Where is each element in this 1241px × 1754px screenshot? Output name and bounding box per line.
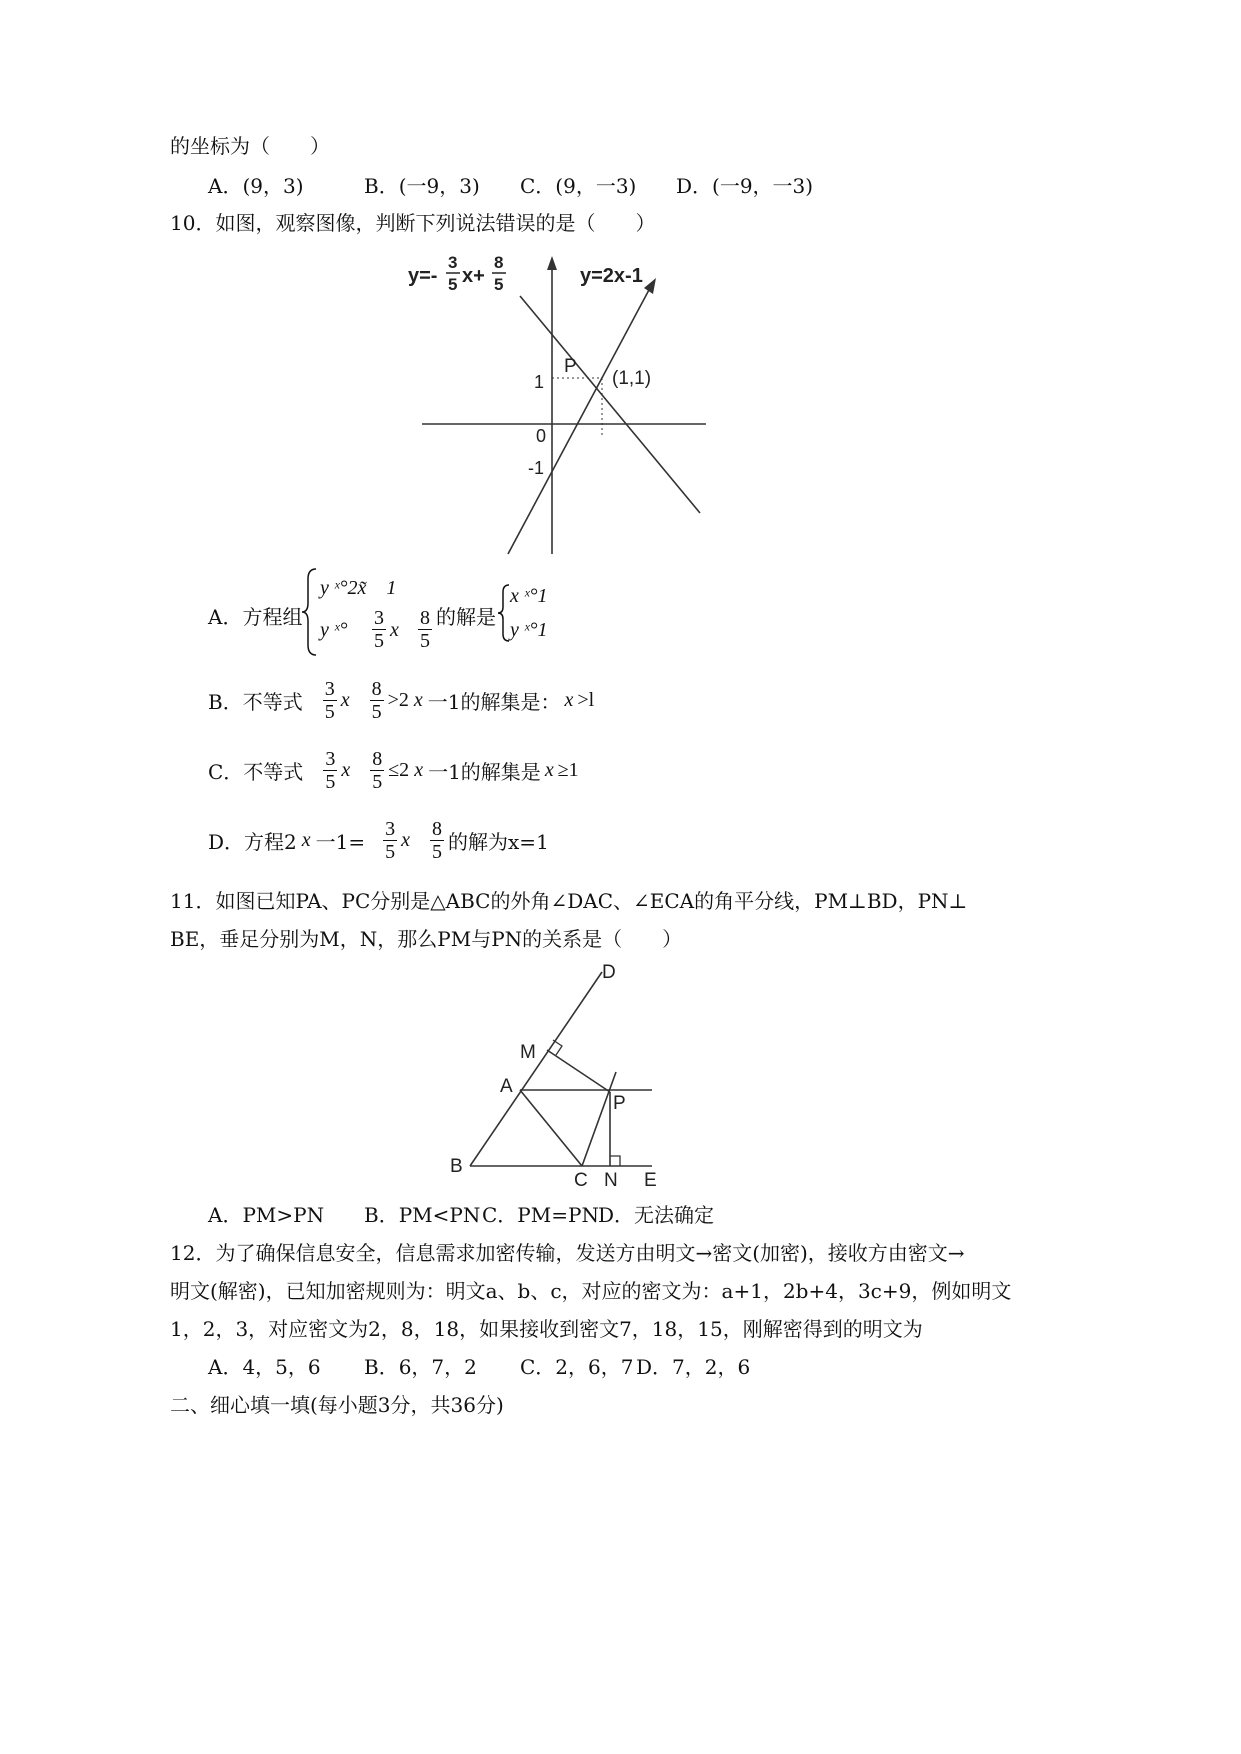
segment-cp — [582, 1072, 616, 1166]
q10-option-a-prefix: A．方程组 — [208, 605, 303, 629]
segment-ac — [520, 1090, 582, 1166]
section-2-title: 二、细心填一填(每小题3分，共36分) — [170, 1393, 504, 1417]
line-2 — [508, 288, 650, 554]
y-axis-arrow — [547, 256, 557, 270]
q10-option-b-tail-3: >l — [577, 689, 595, 711]
q10-option-d — [208, 818, 549, 863]
q10-option-c-tail-2: 一1的解集是 — [428, 760, 541, 784]
q10-option-c-x: x — [341, 759, 351, 781]
q10-option-c-x3: x — [544, 759, 554, 781]
tick-1-label: 1 — [534, 372, 545, 392]
q10-option-d-prefix: D．方程2 — [208, 830, 297, 854]
segment-mp — [547, 1050, 610, 1092]
q10-option-a-row2-lhs: y ˣ° — [320, 619, 348, 641]
origin-label: 0 — [536, 426, 547, 446]
label-e: E — [644, 1170, 657, 1191]
q11-option-c: C．PM=PN — [482, 1203, 599, 1227]
q11-stem-line-1: 11．如图已知PA、PC分别是△ABC的外角∠DAC、∠ECA的角平分线，PM⊥BD，PN⊥ — [170, 889, 968, 913]
q10-option-d-x: x — [301, 829, 311, 851]
q11-triangle-figure — [440, 962, 720, 1192]
left-brace-icon — [302, 567, 318, 657]
q10-option-d-frac-a: $\frac{3}{5}$ — [385, 818, 396, 863]
label-m: M — [520, 1042, 536, 1063]
q12-stem-line-1: 12．为了确保信息安全，信息需求加密传输，发送方由明文→密文(加密)，接收方由密文→ — [170, 1241, 965, 1265]
line-2-label: y=2x-1 — [580, 265, 643, 287]
label-p: P — [613, 1093, 626, 1114]
q9-option-c: C．(9，一3) — [520, 174, 637, 198]
q10-option-b-x2: x — [413, 689, 423, 711]
label-b: B — [450, 1156, 463, 1177]
q10-option-c-frac-a: $\frac{3}{5}$ — [325, 748, 336, 793]
q10-option-c-prefix: C．不等式 — [208, 760, 304, 784]
q10-option-a-sol1: x ˣ°1 — [510, 585, 548, 607]
label-c: C — [574, 1170, 588, 1191]
line-1-frac1-den: 5 — [448, 275, 458, 294]
point-p-label: P — [564, 356, 577, 377]
q10-stem: 10．如图，观察图像，判断下列说法错误的是（ ） — [170, 211, 656, 235]
q10-option-b-tail-2: 一1的解集是： — [427, 690, 561, 714]
tick-neg1-label: -1 — [528, 458, 545, 478]
line-1-label-mid: x+ — [462, 265, 485, 287]
q10-option-b-x3: x — [564, 689, 574, 711]
q11-stem-line-2: BE，垂足分别为M，N，那么PM与PN的关系是（ ） — [170, 927, 683, 951]
q10-option-c-frac-b: $\frac{8}{5}$ — [372, 748, 383, 793]
q10-option-a-row1: y ˣ°2x̃ 1 — [320, 577, 397, 599]
q10-option-c-tail-1: ≤2 — [388, 759, 410, 781]
q12-option-d: D．7，2，6 — [636, 1355, 751, 1379]
q10-option-d-mid: 一1= — [315, 830, 366, 854]
q12-stem-line-3: 1，2，3，对应密文为2，8，18，如果接收到密文7，18，15，刚解密得到的明文为 — [170, 1317, 923, 1341]
q9-option-d: D．(一9，一3) — [676, 174, 814, 198]
q9-stem-tail: 的坐标为（ ） — [170, 134, 330, 158]
label-d: D — [602, 962, 616, 983]
q10-option-a-sol2: y ˣ°1 — [510, 619, 548, 641]
left-brace-icon — [498, 583, 510, 643]
q11-option-a: A．PM>PN — [208, 1203, 325, 1227]
line-1-label-prefix: y=- — [408, 265, 438, 287]
q10-option-d-tail: 的解为x=1 — [448, 830, 549, 854]
q10-option-b-frac-a: $\frac{3}{5}$ — [324, 678, 335, 723]
line-1-frac1-num: 3 — [448, 253, 458, 272]
q9-option-b: B．(一9，3) — [364, 174, 480, 198]
q10-option-a-x: x — [390, 619, 399, 641]
q10-option-d-x2: x — [401, 829, 411, 851]
q10-option-a-frac-b: $\frac{8}{5}$ — [420, 607, 430, 652]
q10-option-d-frac-b: $\frac{8}{5}$ — [432, 818, 443, 863]
q10-option-b — [208, 678, 594, 723]
right-angle-mark-n — [610, 1156, 620, 1166]
label-a: A — [500, 1076, 513, 1097]
line-2-arrow — [644, 278, 656, 294]
q10-option-b-frac-b: $\frac{8}{5}$ — [371, 678, 382, 723]
line-1-frac2-den: 5 — [494, 275, 504, 294]
q12-option-a: A．4，5，6 — [208, 1355, 321, 1379]
q11-option-b: B．PM<PN — [364, 1203, 481, 1227]
q10-option-b-prefix: B．不等式 — [208, 690, 303, 714]
q10-option-a-frac-a: $\frac{3}{5}$ — [374, 607, 384, 652]
line-1-frac2-num: 8 — [494, 253, 504, 272]
q10-option-b-x: x — [340, 689, 350, 711]
q12-option-b: B．6，7，2 — [364, 1355, 477, 1379]
q10-option-a-mid: 的解是 — [436, 605, 496, 629]
q12-option-c: C．2，6，7 — [520, 1355, 634, 1379]
q10-option-c — [208, 748, 579, 793]
q9-option-a: A．(9，3) — [208, 174, 304, 198]
q11-option-d: D．无法确定 — [598, 1203, 715, 1227]
q12-stem-line-2: 明文(解密)，已知加密规则为：明文a、b、c，对应的密文为：a+1，2b+4，3c+9，例如明文 — [170, 1279, 1012, 1303]
q10-option-c-tail-3: ≥1 — [557, 759, 579, 781]
segment-bd — [470, 972, 602, 1166]
q10-option-c-x2: x — [414, 759, 424, 781]
label-n: N — [604, 1170, 618, 1191]
q10-graph-figure — [400, 248, 720, 558]
point-coord-label: (1,1) — [612, 368, 652, 389]
q10-option-b-tail-1: >2 — [387, 689, 409, 711]
